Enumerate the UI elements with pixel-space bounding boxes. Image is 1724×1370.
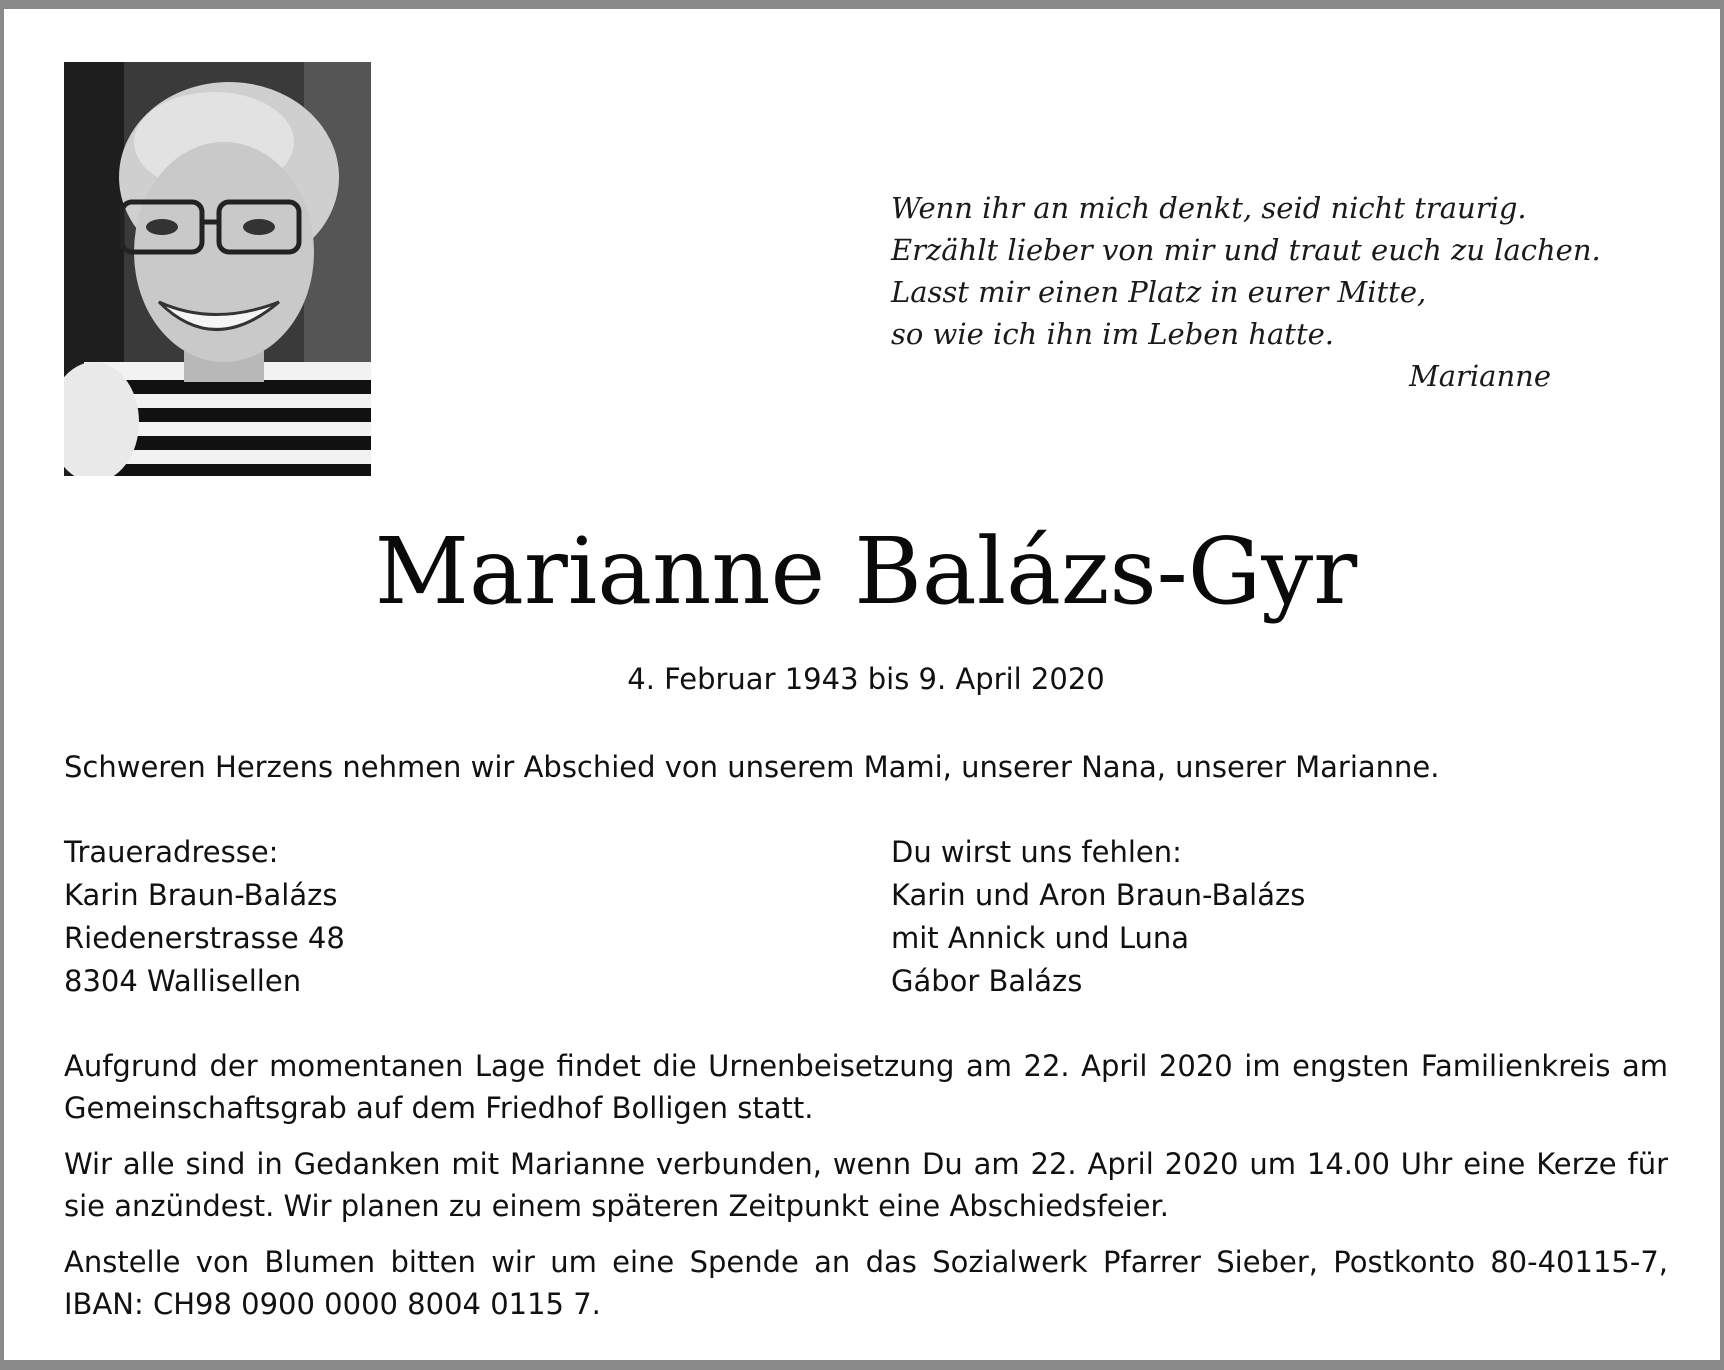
deceased-name: Marianne Balázs-Gyr: [374, 518, 1358, 625]
family-list: [891, 831, 1305, 1003]
candle-paragraph: Wir alle sind in Gedanken mit Marianne verbunden, wenn Du am 22. April 2020 um 14.00 Uhr eine Kerze für sie anzündest. Wir planen zu einem späteren Zeitpunkt eine Abschiedsfeier.: [64, 1147, 1668, 1223]
family-line: mit Annick und Luna: [891, 921, 1190, 955]
life-dates: 4. Februar 1943 bis 9. April 2020: [627, 662, 1105, 696]
poem-line: so wie ich ihn im Leben hatte.: [891, 317, 1334, 351]
mourning-address-line: 8304 Wallisellen: [64, 964, 302, 998]
family-heading: Du wirst uns fehlen:: [891, 835, 1182, 869]
mourning-address-line: Riedenerstrasse 48: [64, 921, 345, 955]
family-line: Gábor Balázs: [891, 964, 1083, 998]
burial-paragraph: Aufgrund der momentanen Lage findet die Urnenbeisetzung am 22. April 2020 im engsten Familienkreis am Gemeinschaftsgrab auf dem Friedhof Bolligen statt.: [64, 1049, 1668, 1125]
donation-paragraph: Anstelle von Blumen bitten wir um eine Spende an das Sozialwerk Pfarrer Sieber, Postkonto 80-40115-7, IBAN: CH98 0900 0000 8004 0115 7.: [64, 1245, 1668, 1321]
poem-line: Erzählt lieber von mir und traut euch zu lachen.: [891, 233, 1601, 267]
poem-signature: Marianne: [1409, 359, 1551, 393]
mourning-address-line: Karin Braun-Balázs: [64, 878, 338, 912]
intro-text: Schweren Herzens nehmen wir Abschied von unserem Mami, unserer Nana, unserer Marianne.: [64, 750, 1440, 784]
memorial-poem: [891, 187, 1601, 397]
portrait-photo: [64, 62, 371, 476]
poem-line: Wenn ihr an mich denkt, seid nicht traurig.: [891, 191, 1527, 225]
mourning-address-heading: Traueradresse:: [64, 835, 279, 869]
portrait-image: [64, 62, 371, 476]
family-line: Karin und Aron Braun-Balázs: [891, 878, 1306, 912]
poem-line: Lasst mir einen Platz in eurer Mitte,: [891, 275, 1427, 309]
mourning-address: [64, 831, 345, 1003]
